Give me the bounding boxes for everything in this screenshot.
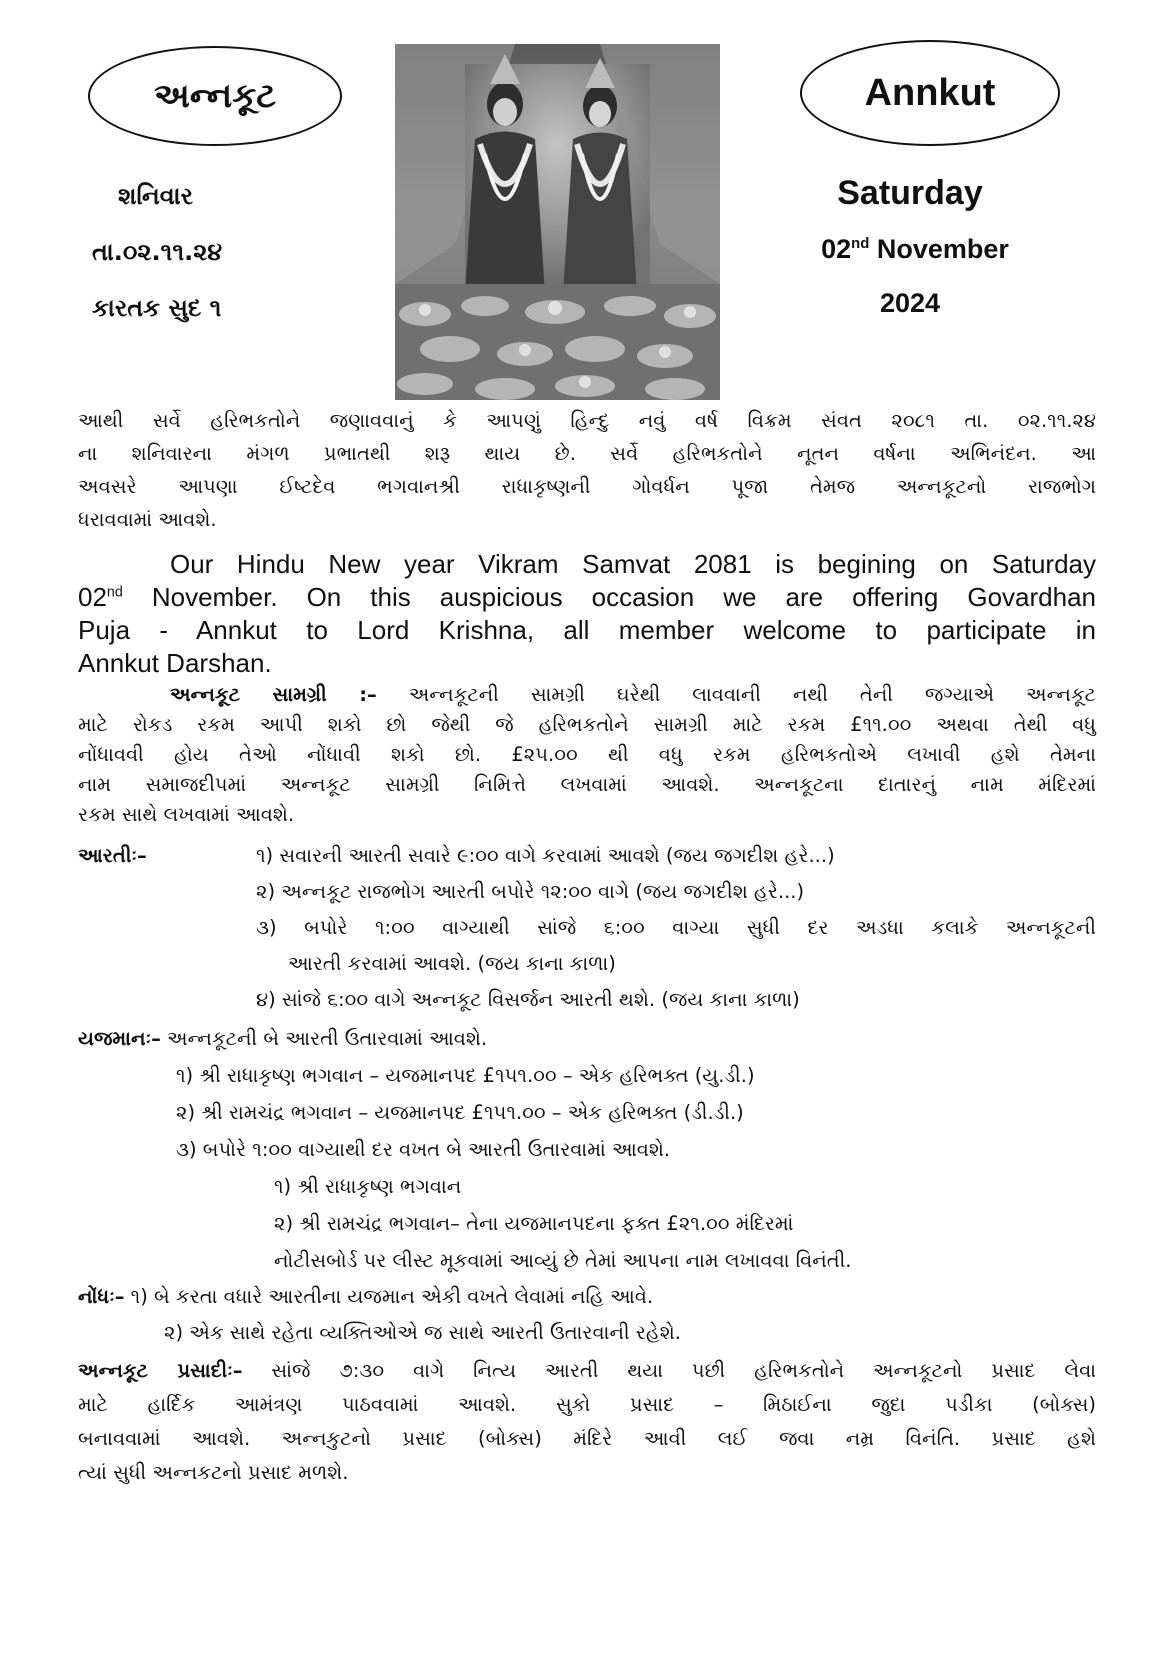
note-item: ૧) બે કરતા વધારે આરતીના યજમાન એકી વખતે લેવામાં નહિ આવે. <box>124 1285 654 1308</box>
prasad-line: માટે હાર્દિક આમંત્રણ પાઠવવામાં આવશે. સુકો પ્રસાદ – મિઠાઈના જુદા પડીકા (બોક્સ) <box>78 1393 1096 1416</box>
aarti-item: ૧) સવારની આરતી સવારે ૯:૦૦ વાગે કરવામાં આવશે (જય જગદીશ હરે...) <box>256 844 835 867</box>
samagri-line: નોંધાવવી હોય તેઓ નોંધાવી શકો છો. £૨૫.૦૦ થી વધુ રકમ હરિભકતોએ લખાવી હશે તેમના <box>78 743 1096 766</box>
note-item: ૨) એક સાથે રહેતા વ્યક્તિઓએ જ સાથે આરતી ઉતારવાની રહેશે. <box>164 1321 681 1344</box>
gujarati-tithi: કારતક સુદ ૧ <box>92 294 222 322</box>
samagri-first-line <box>78 680 1096 710</box>
intro-gujarati-line: આથી સર્વે હરિભકતોને જણાવવાનું કે આપણું હિન્દુ નવું વર્ષ વિક્રમ સંવત ૨૦૮૧ તા. ૦૨.૧૧.૨૪ <box>78 409 1096 432</box>
yajman-item: ૧) શ્રી રાધાકૃષ્ણ ભગવાન – યજમાનપદ £૧૫૧.૦૦ – એક હરિભક્ત (યુ.ડી.) <box>176 1064 755 1087</box>
intro-english-line: Puja - Annkut to Lord Krishna, all member welcome to participate in <box>78 615 1096 645</box>
note-first-line <box>78 1279 1096 1315</box>
yajman-item: ૩) બપોરે ૧:૦૦ વાગ્યાથી દર વખત બે આરતી ઉતારવામાં આવશે. <box>176 1138 671 1161</box>
intro-gujarati-line: અવસરે આપણા ઈષ્ટદેવ ભગવાનશ્રી રાધાકૃષ્ણની ગોવર્ધન પૂજા તેમજ અન્નકૂટનો રાજભોગ <box>78 475 1096 498</box>
deity-photo-icon <box>395 44 720 400</box>
prasad-line: બનાવવામાં આવશે. અન્નકુટનો પ્રસાદ (બોક્સ) મંદિરે આવી લઈ જવા નમ્ર વિનંતિ. પ્રસાદ હશે <box>78 1427 1096 1450</box>
yajman-subitem: ૧) શ્રી રાધાકૃષ્ણ ભગવાન <box>274 1175 462 1198</box>
gujarati-title: અન્નકૂટ <box>153 76 277 116</box>
samagri-line: નામ સમાજદીપમાં અન્નકૂટ સામગ્રી નિમિત્તે લખવામાં આવશે. અન્નકૂટના દાતારનું નામ મંદિરમાં <box>78 773 1096 796</box>
intro-english-paragraph <box>78 548 1096 680</box>
intro-gujarati-line: ના શનિવારના મંગળ પ્રભાતથી શરૂ થાય છે. સર્વે હરિભકતોને નૂતન વર્ષના અભિનંદન. આ <box>78 442 1096 465</box>
samagri-line1: અન્નકૂટની સામગ્રી ઘરેથી લાવવાની નથી તેની જગ્યાએ અન્નકૂટ <box>376 683 1096 706</box>
yajman-intro-line <box>78 1020 1096 1057</box>
intro-english-line: Annkut Darshan. <box>78 648 272 678</box>
prasad-line: ત્યાં સુધી અન્નકટનો પ્રસાદ મળશે. <box>78 1461 349 1484</box>
yajman-item: ૨) શ્રી રામચંદ્ર ભગવાન – યજમાનપદ £૧૫૧.૦૦ – એક હરિભક્ત (ડી.ડી.) <box>176 1101 744 1124</box>
prasad-section <box>78 1354 1096 1490</box>
intro-english-date-suffix: nd <box>106 584 123 601</box>
samagri-heading: અન્નકૂટ સામગ્રી :– <box>170 683 377 706</box>
english-title-oval <box>800 40 1060 146</box>
samagri-section <box>78 680 1096 830</box>
english-title: Annkut <box>864 71 996 114</box>
english-date <box>780 234 1050 265</box>
yajman-section <box>78 1020 1096 1279</box>
english-year: 2024 <box>879 288 941 318</box>
english-date-month: November <box>876 234 1009 264</box>
aarti-heading: આરતીઃ– <box>78 844 147 867</box>
note-section <box>78 1279 1096 1351</box>
intro-english-line: Our Hindu New year Vikram Samvat 2081 is begining on Saturday <box>170 549 1096 579</box>
yajman-subitem: ૨) શ્રી રામચંદ્ર ભગવાન– તેના યજમાનપદના ફક્ત £૨૧.૦૦ મંદિરમાં <box>274 1212 794 1235</box>
intro-english-line2-rest: November. On this auspicious occasion we are offering Govardhan <box>122 582 1096 612</box>
intro-gujarati-paragraph <box>78 404 1096 536</box>
prasad-first-line <box>78 1354 1096 1388</box>
samagri-line: માટે રોકડ રકમ આપી શકો છો જેથી જે હરિભકતોને સામગ્રી માટે રકમ £૧૧.૦૦ અથવા તેથી વધુ <box>78 713 1096 736</box>
english-day: Saturday <box>837 174 983 212</box>
aarti-item: ૨) અન્નકૂટ રાજભોગ આરતી બપોરે ૧૨:૦૦ વાગે (જય જગદીશ હરે...) <box>256 880 805 903</box>
aarti-section <box>78 838 1096 1018</box>
prasad-heading: અન્નકૂટ પ્રસાદીઃ– <box>78 1359 243 1382</box>
intro-english-line <box>78 581 1096 614</box>
yajman-intro: અન્નકૂટની બે આરતી ઉતારવામાં આવશે. <box>160 1027 488 1050</box>
yajman-subitem-continuation: નોટીસબોર્ડ પર લીસ્ટ મૂકવામાં આવ્યું છે તેમાં આપના નામ લખાવવા વિનંતી. <box>274 1249 852 1272</box>
intro-english-date-day: 02 <box>78 582 107 612</box>
aarti-item: ૪) સાંજે ૬:૦૦ વાગે અન્નકૂટ વિસર્જન આરતી થશે. (જય કાના કાળા) <box>256 988 800 1011</box>
note-heading: નોંધઃ– <box>78 1285 125 1308</box>
yajman-heading: યજમાનઃ– <box>78 1027 161 1050</box>
samagri-line: રકમ સાથે લખવામાં આવશે. <box>78 803 295 826</box>
prasad-line1: સાંજે ૭:૩૦ વાગે નિત્ય આરતી થયા પછી હરિભકતોને અન્નકૂટનો પ્રસાદ લેવા <box>242 1359 1096 1382</box>
gujarati-day: શનિવાર <box>118 182 194 210</box>
aarti-item-continuation: આરતી કરવામાં આવશે. (જય કાના કાળા) <box>288 952 616 975</box>
english-date-suffix: nd <box>851 236 870 252</box>
gujarati-date: તા.૦૨.૧૧.૨૪ <box>92 238 223 266</box>
intro-gujarati-line: ધરાવવામાં આવશે. <box>78 508 217 531</box>
aarti-item: ૩) બપોરે ૧:૦૦ વાગ્યાથી સાંજે ૬:૦૦ વાગ્યા સુધી દર અડધા કલાકે અન્નકૂટની <box>256 916 1096 939</box>
gujarati-title-oval <box>88 46 342 146</box>
aarti-row <box>78 838 1096 874</box>
english-date-day: 02 <box>821 234 852 264</box>
